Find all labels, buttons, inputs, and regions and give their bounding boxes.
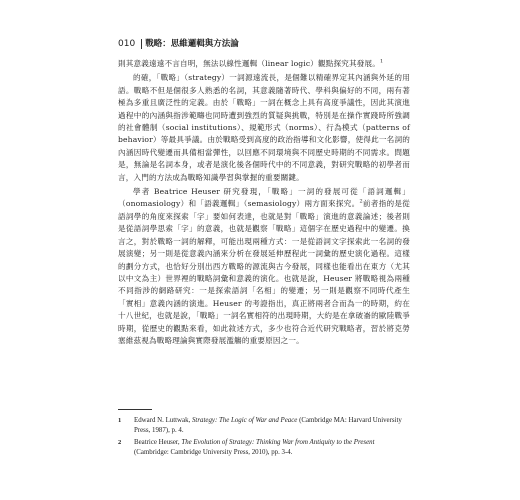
footnote-publication: (Cambridge: Cambridge University Press, 2010), pp. 3-4. <box>134 448 293 456</box>
footnote-author: Beatrice Heuser, <box>134 439 182 446</box>
paragraph-2 <box>118 72 410 184</box>
paragraph-1 <box>118 58 410 70</box>
footnote-number: 1 <box>118 417 122 424</box>
paragraph-text: 的確，「戰略」（strategy）一詞源遠流長，是個難以精確界定其內涵與外延的用語。戰略不但是個很多人熟悉的名詞，其意義隨著時代、學科與偏好的不同，兩有著極為多重且廣泛性的定義。由於「戰略」一詞在概念上具有高度爭議性，因此其演進過程中的內涵與指涉範疇也同時遭到強烈的質疑與挑戰，特別是在操作實踐時所強調的社會體制（social institutions）、規範形式（norms）、行為模式（patterns of behavior）等最具爭議。由於戰略受到高度的政治指導和文化影響，使得此一名詞的內涵因時代變遷而具備相當彈性，以回應不同環境與不同歷史時期的不同需求。問題是，無論是名詞本身，或者是演化後各個時代中的不同意義，對研究戰略的初學者而言，入門的方法成為戰略知識學習與掌握的重要關鍵。 <box>118 73 410 182</box>
footnote-number: 2 <box>118 439 122 446</box>
paragraph-3 <box>118 186 410 347</box>
footnote-ref-2[interactable]: 2 <box>359 198 363 205</box>
paragraph-text: 學者 Beatrice Heuser 研究發現，「戰略」一詞的發展可從「語詞邏輯」（onomasiology）和「語義邏輯」（semasiology）兩方面來探究。 <box>118 187 410 209</box>
footnote-2 <box>118 438 410 457</box>
footnote-ref-1[interactable]: 1 <box>379 58 384 65</box>
footnote-1 <box>118 416 410 435</box>
page-number: 010 <box>118 39 136 49</box>
footnote-publication: (Cambridge MA: Harvard University Press, 1987), p. 4. <box>134 417 402 434</box>
footnote-text <box>134 438 410 457</box>
paragraph-text-continued: 前者指的是從語詞學的角度來探索「字」要如何表達，也就是對「戰略」演進的意義論述；後者則是從語詞學思索「字」的意義，也就是觀察「戰略」這個字在歷史過程中的變遷。換言之，對於戰略一詞的解釋，可能出現兩種方式：一是從語詞文字探索此一名詞的發展演變；另一則是從意義內涵來分析在發展延伸歷程此一詞彙的歷史演化過程。這樣的劃分方式，也恰好分別出西方戰略的源流與古今發展，同樣也能看出在東方（尤其以中文為主）世界裡的戰略詞彙和意義的演化。也就是說，Heuser 將戰略視為兩種不同指涉的網路研究：一是探索語詞「名相」的變遷；另一則是觀察不同時代產生「實相」意義內涵的演進。Heuser 的考證指出，真正將兩者合而為一的時期，約在十八世紀，也就是說，「戰略」一詞名實相符的出現時期，大約是在拿破崙的歐陸戰爭時期，從歷史的觀點來看，如此敘述方式，多少也符合近代研究戰略者，習於將克勞塞維茲視為戰略理論與實際發展濫觴的重要原因之一。 <box>118 199 411 345</box>
footnote-title: Strategy: The Logic of War and Peace <box>191 417 298 424</box>
footnotes <box>118 416 410 460</box>
footnote-title: The Evolution of Strategy: Thinking War from Antiquity to the Present <box>181 439 375 446</box>
footnote-text <box>134 416 410 435</box>
running-header <box>118 38 418 50</box>
book-title: 戰略：思維邏輯與方法論 <box>145 39 239 49</box>
footnote-author: Edward N. Luttwak, <box>134 417 192 424</box>
footnote-divider <box>118 409 152 410</box>
body-text <box>118 58 410 347</box>
header-divider <box>141 39 142 49</box>
paragraph-text: 則其意義遠遠不言自明，無法以線性邏輯（linear logic）觀點探究其發展。 <box>118 59 380 68</box>
